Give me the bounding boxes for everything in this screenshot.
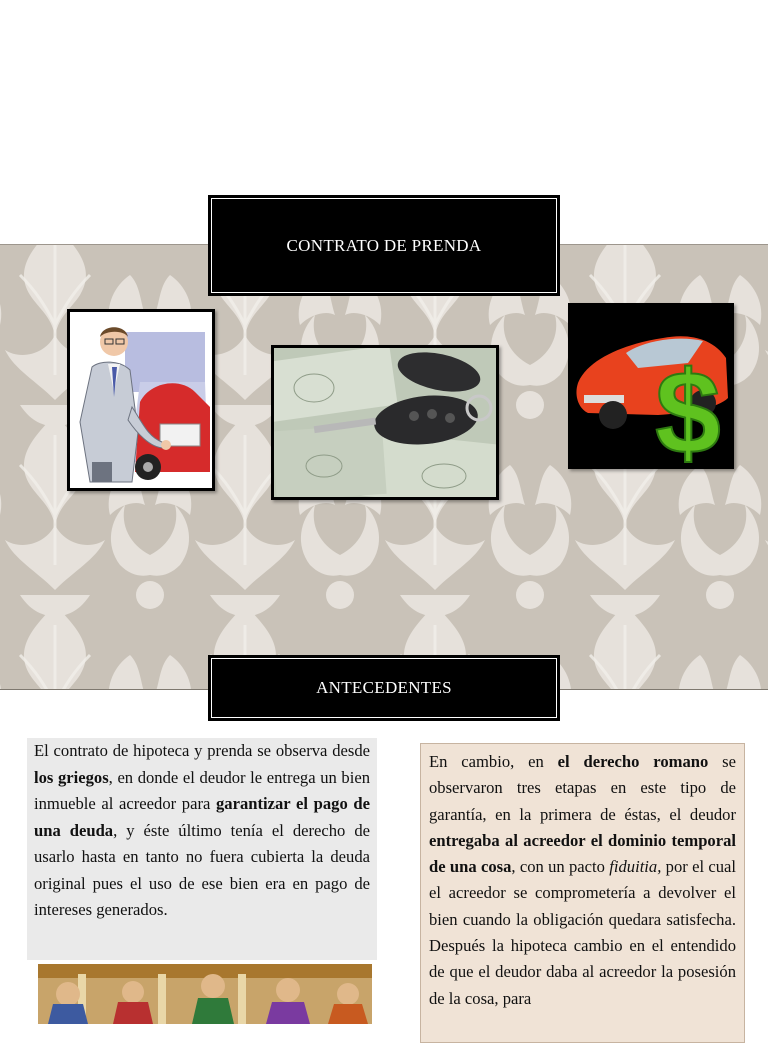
painting-illustration: [38, 964, 372, 1024]
page-title: CONTRATO DE PRENDA: [286, 235, 482, 255]
right-text-4: por el cual el acreedor se comprometería a devolver el bien cuando la obligación quedara satisfecha. Después la hipoteca cambio en el entendido de que el deudor daba al acreedor la posesión de la cosa, para: [429, 857, 737, 1008]
right-text-3: , con un pacto: [511, 857, 610, 877]
car-dollar-image: [568, 303, 734, 469]
svg-text:$: $: [655, 347, 721, 469]
classical-painting-image: [38, 964, 372, 1024]
left-bold-2: garantizar el pago de una deuda: [34, 794, 370, 840]
right-bold-2: entregaba al acreedor el dominio temporal de una cosa: [429, 830, 736, 877]
businessman-illustration: [70, 312, 212, 488]
right-italic-1: fiduitia,: [609, 857, 662, 877]
left-bold-1: los griegos: [34, 767, 109, 787]
right-paragraph: [420, 743, 745, 1043]
page-title-box: [208, 195, 560, 296]
left-text-3: , y éste último tenía el derecho de usarlo hasta en tanto no fuera cubierta la deuda original pues el uso de ese bien era en pago de intereses generados.: [34, 820, 370, 919]
left-text-1: El contrato de hipoteca y prenda se observa desde: [34, 741, 370, 760]
car-keys-illustration: [274, 348, 496, 497]
car-dollar-illustration: [568, 303, 734, 469]
left-paragraph: [27, 738, 377, 960]
right-text-2: se observaron tres etapas en este tipo de garantía, en la primera de éstas, el deudor: [429, 752, 736, 824]
car-keys-money-image: [271, 345, 499, 500]
section-title: ANTECEDENTES: [316, 678, 452, 697]
businessman-car-image: [67, 309, 215, 491]
right-text-1: En cambio, en: [429, 752, 558, 771]
section-title-box: [208, 655, 560, 721]
left-text-2: , en donde el deudor le entrega un bien inmueble al acreedor para: [34, 767, 370, 813]
right-bold-1: el derecho romano: [557, 752, 709, 771]
